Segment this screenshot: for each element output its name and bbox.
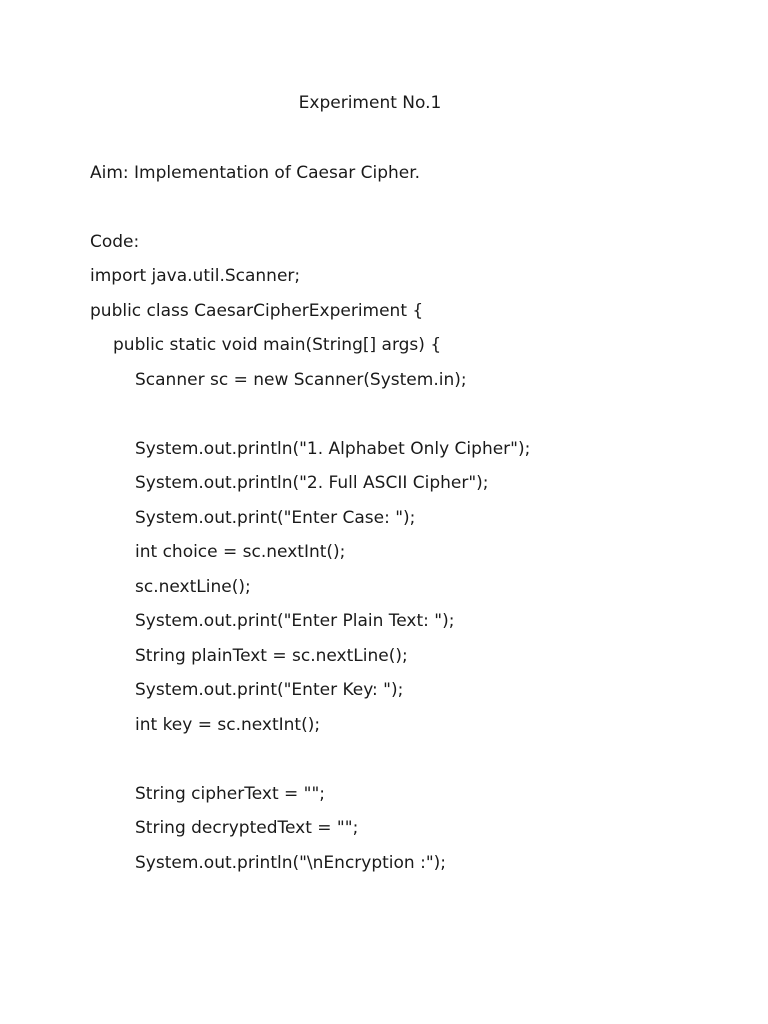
code-line: System.out.println("1. Alphabet Only Cipher");: [135, 439, 531, 459]
code-line: Scanner sc = new Scanner(System.in);: [135, 370, 467, 390]
code-line: System.out.println("\nEncryption :");: [135, 853, 447, 873]
code-label: Code:: [90, 232, 140, 252]
code-line: public class CaesarCipherExperiment {: [90, 301, 424, 321]
code-line: System.out.print("Enter Plain Text: ");: [135, 611, 455, 631]
code-line: String decryptedText = "";: [135, 818, 359, 838]
code-line: System.out.print("Enter Case: ");: [135, 508, 416, 528]
code-line: System.out.println("2. Full ASCII Cipher");: [135, 473, 489, 493]
code-line: int choice = sc.nextInt();: [135, 542, 346, 562]
page-title: Experiment No.1: [298, 93, 442, 113]
code-line: int key = sc.nextInt();: [135, 715, 321, 735]
code-line: String plainText = sc.nextLine();: [135, 646, 408, 666]
code-line: public static void main(String[] args) {: [113, 335, 442, 355]
code-line: System.out.print("Enter Key: ");: [135, 680, 404, 700]
aim-text: Aim: Implementation of Caesar Cipher.: [90, 163, 421, 183]
code-line: sc.nextLine();: [135, 577, 251, 597]
code-line: String cipherText = "";: [135, 784, 326, 804]
code-line: import java.util.Scanner;: [90, 266, 301, 286]
